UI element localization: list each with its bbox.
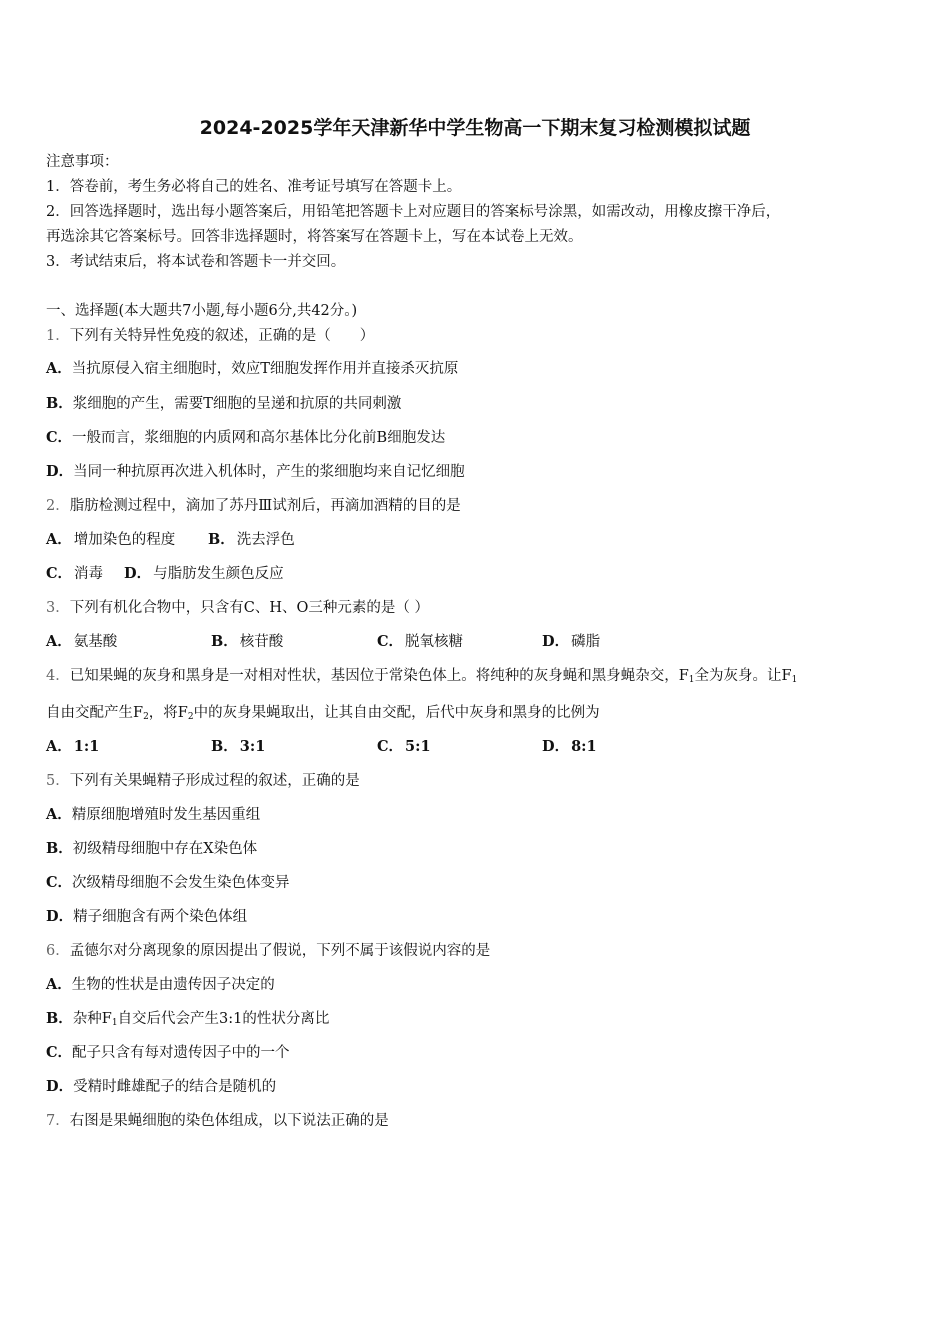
option-text: 与脂肪发生颜色反应 [153, 566, 284, 582]
option-text: 初级精母细胞中存在X染色体 [72, 841, 258, 857]
option-b [211, 737, 267, 757]
subscript: 2 [187, 712, 194, 722]
option-label: D． [46, 908, 74, 925]
option-label: D． [46, 1078, 74, 1095]
option-label: B． [211, 738, 238, 755]
option-text: 3:1 [239, 738, 266, 755]
option-label: B． [211, 633, 238, 650]
option-label: C． [46, 565, 73, 582]
option-label: C． [377, 738, 404, 755]
option-label: C． [46, 1044, 73, 1061]
option-text: 氨基酸 [73, 634, 118, 650]
option-label: A． [46, 806, 72, 823]
option-label: C． [377, 633, 404, 650]
option-text: 1:1 [73, 738, 100, 755]
option-text: 增加染色的程度 [73, 532, 176, 548]
notice-heading: 注意事项： [46, 154, 119, 170]
option-label: A． [46, 738, 72, 755]
option-d [542, 737, 599, 757]
subscript: 2 [143, 712, 149, 722]
page-title: 2024-2025学年天津新华中学生物高一下期末复习检测模拟试题 [199, 117, 751, 139]
option-a [46, 805, 260, 825]
question-number: 4． [46, 668, 70, 684]
option-b [46, 394, 401, 414]
question-stem: 孟德尔对分离现象的原因提出了假说，下列不属于该假说内容的是 [69, 943, 491, 959]
option-d [124, 564, 284, 584]
question-stem: 全为灰身。让F [694, 668, 792, 684]
question-1 [46, 326, 374, 346]
option-label: D． [46, 463, 74, 480]
option-b [46, 1009, 329, 1033]
option-label: C． [46, 874, 73, 891]
option-text: 核苷酸 [239, 634, 284, 650]
option-label: A． [46, 360, 72, 377]
question-stem: 下列有关特异性免疫的叙述，正确的是（ ） [69, 328, 375, 344]
question-stem: 中的灰身果蝇取出，让其自由交配，后代中灰身和黑身的比例为 [193, 705, 600, 721]
question-4-cont [46, 703, 600, 727]
question-3 [46, 598, 429, 618]
option-a [46, 632, 117, 652]
option-a [46, 975, 275, 995]
question-stem: ，将F [148, 705, 188, 721]
question-7 [46, 1111, 389, 1131]
question-4 [46, 666, 797, 690]
option-c [377, 737, 433, 757]
option-text: 5:1 [405, 738, 431, 755]
notice-item: 3．考试结束后，将本试卷和答题卡一并交回。 [46, 254, 346, 270]
question-number: 7． [46, 1113, 70, 1129]
option-text: 当抗原侵入宿主细胞时，效应T细胞发挥作用并直接杀灭抗原 [71, 361, 459, 377]
notice-item: 再选涂其它答案标号。回答非选择题时，将答案写在答题卡上，写在本试卷上无效。 [46, 229, 583, 245]
option-text: 一般而言，浆细胞的内质网和高尔基体比分化前B细胞发达 [72, 430, 446, 446]
option-text: 洗去浮色 [236, 532, 295, 548]
question-stem: 已知果蝇的灰身和黑身是一对相对性状，基因位于常染色体上。将纯种的灰身蝇和黑身蝇杂交，F [69, 668, 689, 684]
question-stem: 下列有机化合物中，只含有C、H、O三种元素的是（ ） [69, 600, 429, 616]
subscript: 1 [111, 1018, 118, 1028]
option-label: D． [124, 565, 152, 582]
option-text: 次级精母细胞不会发生染色体变异 [72, 875, 290, 891]
question-number: 1． [46, 328, 70, 344]
option-label: A． [46, 976, 72, 993]
question-6 [46, 941, 490, 961]
option-text: 自交后代会产生3:1的性状分离比 [117, 1011, 330, 1027]
question-number: 2． [46, 498, 70, 514]
question-5 [46, 771, 360, 791]
option-text: 消毒 [74, 566, 104, 582]
option-text: 杂种F [72, 1011, 112, 1027]
notice-item: 1．答卷前，考生务必将自己的姓名、准考证号填写在答题卡上。 [46, 179, 462, 195]
option-label: B． [46, 395, 73, 412]
option-text: 生物的性状是由遗传因子决定的 [71, 977, 275, 993]
question-number: 5． [46, 773, 70, 789]
option-c [377, 632, 463, 652]
section-heading: 一、选择题(本大题共7小题,每小题6分,共42分。) [46, 303, 358, 319]
option-b [208, 530, 295, 550]
question-stem: 右图是果蝇细胞的染色体组成，以下说法正确的是 [69, 1113, 389, 1129]
option-text: 精子细胞含有两个染色体组 [73, 909, 248, 925]
option-label: B． [46, 1010, 73, 1027]
option-d [46, 1077, 276, 1097]
option-b [46, 839, 257, 859]
option-text: 精原细胞增殖时发生基因重组 [71, 807, 261, 823]
option-c [46, 428, 445, 448]
option-text: 浆细胞的产生，需要T细胞的呈递和抗原的共同刺激 [72, 396, 402, 412]
option-label: A． [46, 531, 72, 548]
question-2 [46, 496, 461, 516]
option-d [46, 462, 465, 482]
option-text: 8:1 [571, 738, 597, 755]
option-c [46, 564, 103, 584]
option-label: B． [46, 840, 73, 857]
option-text: 脱氧核糖 [405, 634, 464, 650]
question-stem: 自由交配产生F [46, 705, 144, 721]
option-text: 当同一种抗原再次进入机体时，产生的浆细胞均来自记忆细胞 [73, 464, 465, 480]
question-stem: 脂肪检测过程中，滴加了苏丹Ⅲ试剂后，再滴加酒精的目的是 [69, 498, 461, 514]
option-label: D． [542, 633, 570, 650]
option-c [46, 1043, 290, 1063]
option-label: D． [542, 738, 570, 755]
subscript: 1 [688, 675, 695, 685]
option-text: 受精时雌雄配子的结合是随机的 [73, 1079, 277, 1095]
subscript: 1 [791, 675, 798, 685]
question-stem: 下列有关果蝇精子形成过程的叙述，正确的是 [69, 773, 360, 789]
option-a [46, 737, 101, 757]
option-text: 配子只含有每对遗传因子中的一个 [72, 1045, 290, 1061]
option-a [46, 530, 175, 550]
option-text: 磷脂 [571, 634, 601, 650]
question-number: 6． [46, 943, 70, 959]
option-label: C． [46, 429, 73, 446]
option-c [46, 873, 290, 893]
option-b [211, 632, 283, 652]
option-label: A． [46, 633, 72, 650]
notice-item: 2．回答选择题时，选出每小题答案后，用铅笔把答题卡上对应题目的答案标号涂黑，如需改动，用橡皮擦干净后， [46, 204, 781, 220]
option-a [46, 359, 458, 379]
option-d [46, 907, 247, 927]
option-d [542, 632, 600, 652]
question-number: 3． [46, 600, 70, 616]
option-label: B． [208, 531, 235, 548]
